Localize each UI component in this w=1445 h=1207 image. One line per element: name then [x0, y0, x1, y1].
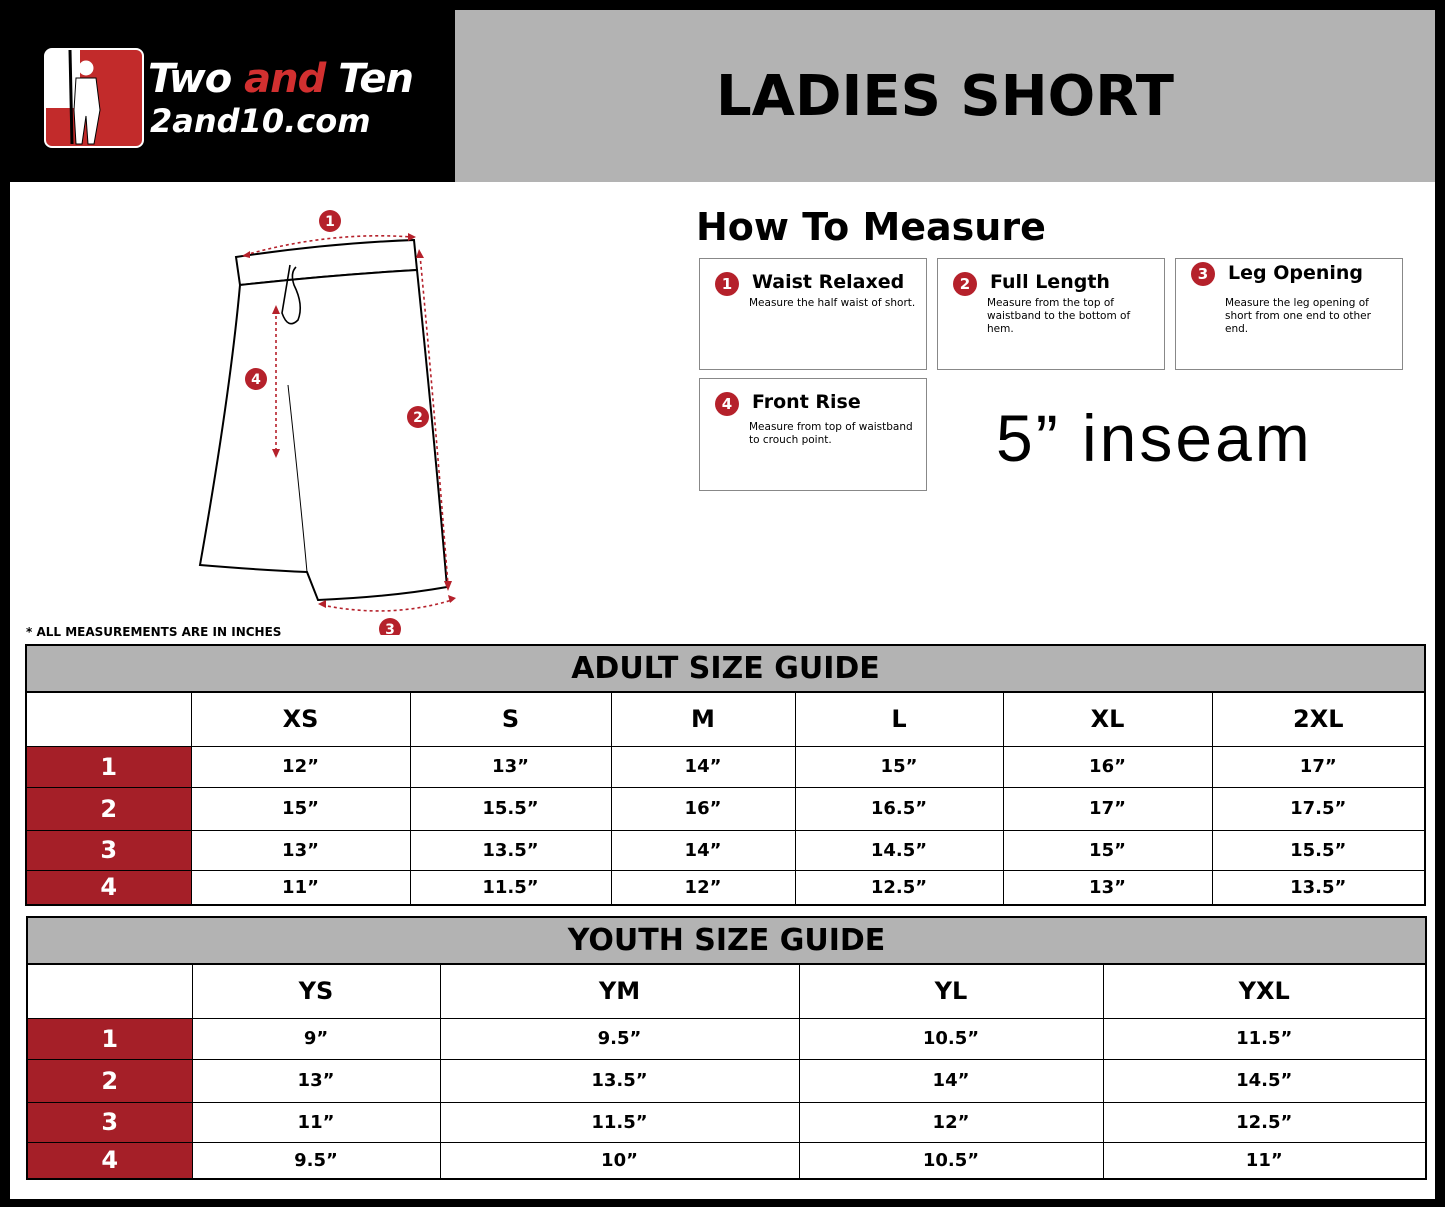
table-cell: 13.5”	[1212, 870, 1424, 904]
row-label: 3	[28, 1102, 192, 1142]
table-cell: 10.5”	[799, 1142, 1103, 1178]
table-cell: 11”	[191, 870, 410, 904]
table-cell: 11.5”	[410, 870, 611, 904]
table-cell: 14.5”	[1103, 1059, 1425, 1102]
table-cell: 13.5”	[410, 830, 611, 870]
table-cell: 13”	[1003, 870, 1212, 904]
brand-logo-emblem	[44, 48, 144, 148]
shorts-diagram	[190, 195, 490, 635]
how-to-measure-heading: How To Measure	[696, 205, 1046, 249]
table-cell: 15”	[795, 746, 1003, 787]
svg-text:2: 2	[413, 410, 423, 426]
row-label: 1	[28, 1018, 192, 1059]
table-row	[27, 746, 1424, 787]
table-cell: 12.5”	[795, 870, 1003, 904]
measure-number-badge: 1	[715, 272, 739, 296]
title-bar	[455, 10, 1435, 182]
measure-description: Measure from the top of waistband to the bottom of hem.	[987, 297, 1131, 335]
size-chart-card	[10, 10, 1435, 1199]
youth-guide-title: YOUTH SIZE GUIDE	[28, 918, 1425, 965]
brand-name: Two and Ten	[148, 56, 413, 102]
player-silhouette-icon	[46, 50, 142, 146]
table-row	[28, 1142, 1425, 1178]
table-cell: 13”	[410, 746, 611, 787]
arrowhead-icon	[318, 600, 326, 608]
table-cell: 13.5”	[440, 1059, 799, 1102]
youth-size-table	[28, 965, 1425, 1178]
row-label: 4	[27, 870, 191, 904]
table-cell: 9.5”	[192, 1142, 440, 1178]
table-cell: 17”	[1212, 746, 1424, 787]
size-header: XL	[1003, 693, 1212, 746]
brand-website: 2and10.com	[150, 102, 371, 140]
size-header: L	[795, 693, 1003, 746]
table-cell: 10”	[440, 1142, 799, 1178]
marker-4	[245, 368, 267, 390]
corner-cell	[28, 965, 192, 1018]
table-cell: 16”	[611, 787, 795, 830]
table-cell: 14”	[611, 830, 795, 870]
size-header: YXL	[1103, 965, 1425, 1018]
size-header: YS	[192, 965, 440, 1018]
table-cell: 11”	[192, 1102, 440, 1142]
table-row	[28, 1102, 1425, 1142]
table-row	[28, 1018, 1425, 1059]
table-cell: 12”	[191, 746, 410, 787]
measure-description: Measure from top of waistband to crouch point.	[749, 421, 913, 446]
corner-cell	[27, 693, 191, 746]
measure-box-front-rise	[699, 378, 927, 491]
table-cell: 17.5”	[1212, 787, 1424, 830]
table-cell: 9.5”	[440, 1018, 799, 1059]
table-cell: 13”	[191, 830, 410, 870]
table-cell: 11”	[1103, 1142, 1425, 1178]
table-header-row	[27, 693, 1424, 746]
measure-description: Measure the half waist of short.	[749, 297, 916, 309]
measure-title: Full Length	[990, 271, 1110, 293]
table-cell: 14.5”	[795, 830, 1003, 870]
table-cell: 9”	[192, 1018, 440, 1059]
table-cell: 14”	[611, 746, 795, 787]
measure-box-leg-opening	[1175, 258, 1403, 370]
measure-description: Measure the leg opening of short from one end to other end.	[1225, 297, 1371, 335]
table-cell: 13”	[192, 1059, 440, 1102]
size-header: YM	[440, 965, 799, 1018]
table-cell: 15”	[1003, 830, 1212, 870]
table-cell: 16.5”	[795, 787, 1003, 830]
measure-title: Waist Relaxed	[752, 271, 905, 293]
measure-title: Leg Opening	[1228, 262, 1364, 284]
row-label: 2	[28, 1059, 192, 1102]
table-cell: 11.5”	[440, 1102, 799, 1142]
table-cell: 16”	[1003, 746, 1212, 787]
table-cell: 10.5”	[799, 1018, 1103, 1059]
table-row	[27, 787, 1424, 830]
arrowhead-icon	[416, 249, 424, 258]
measure-number-badge: 2	[953, 272, 977, 296]
adult-size-guide	[25, 644, 1426, 906]
table-cell: 15.5”	[410, 787, 611, 830]
marker-3	[379, 618, 401, 635]
svg-text:3: 3	[385, 622, 395, 635]
table-cell: 14”	[799, 1059, 1103, 1102]
size-header: XS	[191, 693, 410, 746]
table-row	[28, 1059, 1425, 1102]
size-header: YL	[799, 965, 1103, 1018]
row-label: 1	[27, 746, 191, 787]
arrowhead-icon	[448, 595, 456, 603]
table-row	[27, 870, 1424, 904]
marker-2	[407, 406, 429, 428]
table-cell: 11.5”	[1103, 1018, 1425, 1059]
table-cell: 17”	[1003, 787, 1212, 830]
row-label: 2	[27, 787, 191, 830]
table-cell: 12.5”	[1103, 1102, 1425, 1142]
adult-size-table	[27, 693, 1424, 904]
table-cell: 15.5”	[1212, 830, 1424, 870]
measure-number-badge: 3	[1191, 262, 1215, 286]
measure-number-badge: 4	[715, 392, 739, 416]
youth-size-guide	[26, 916, 1427, 1180]
table-header-row	[28, 965, 1425, 1018]
size-header: M	[611, 693, 795, 746]
table-cell: 12”	[799, 1102, 1103, 1142]
marker-1	[319, 210, 341, 232]
measure-box-waist	[699, 258, 927, 370]
inseam-label: 5” inseam	[996, 401, 1313, 475]
size-header: 2XL	[1212, 693, 1424, 746]
row-label: 4	[28, 1142, 192, 1178]
table-cell: 12”	[611, 870, 795, 904]
measure-title: Front Rise	[752, 391, 861, 413]
page-title: LADIES SHORT	[715, 63, 1175, 129]
row-label: 3	[27, 830, 191, 870]
measure-box-length	[937, 258, 1165, 370]
table-cell: 15”	[191, 787, 410, 830]
adult-guide-title: ADULT SIZE GUIDE	[27, 646, 1424, 693]
brand-header	[10, 10, 455, 182]
size-header: S	[410, 693, 611, 746]
svg-text:4: 4	[251, 372, 261, 388]
measurement-note: * ALL MEASUREMENTS ARE IN INCHES	[26, 625, 282, 639]
svg-text:1: 1	[325, 214, 335, 230]
table-row	[27, 830, 1424, 870]
